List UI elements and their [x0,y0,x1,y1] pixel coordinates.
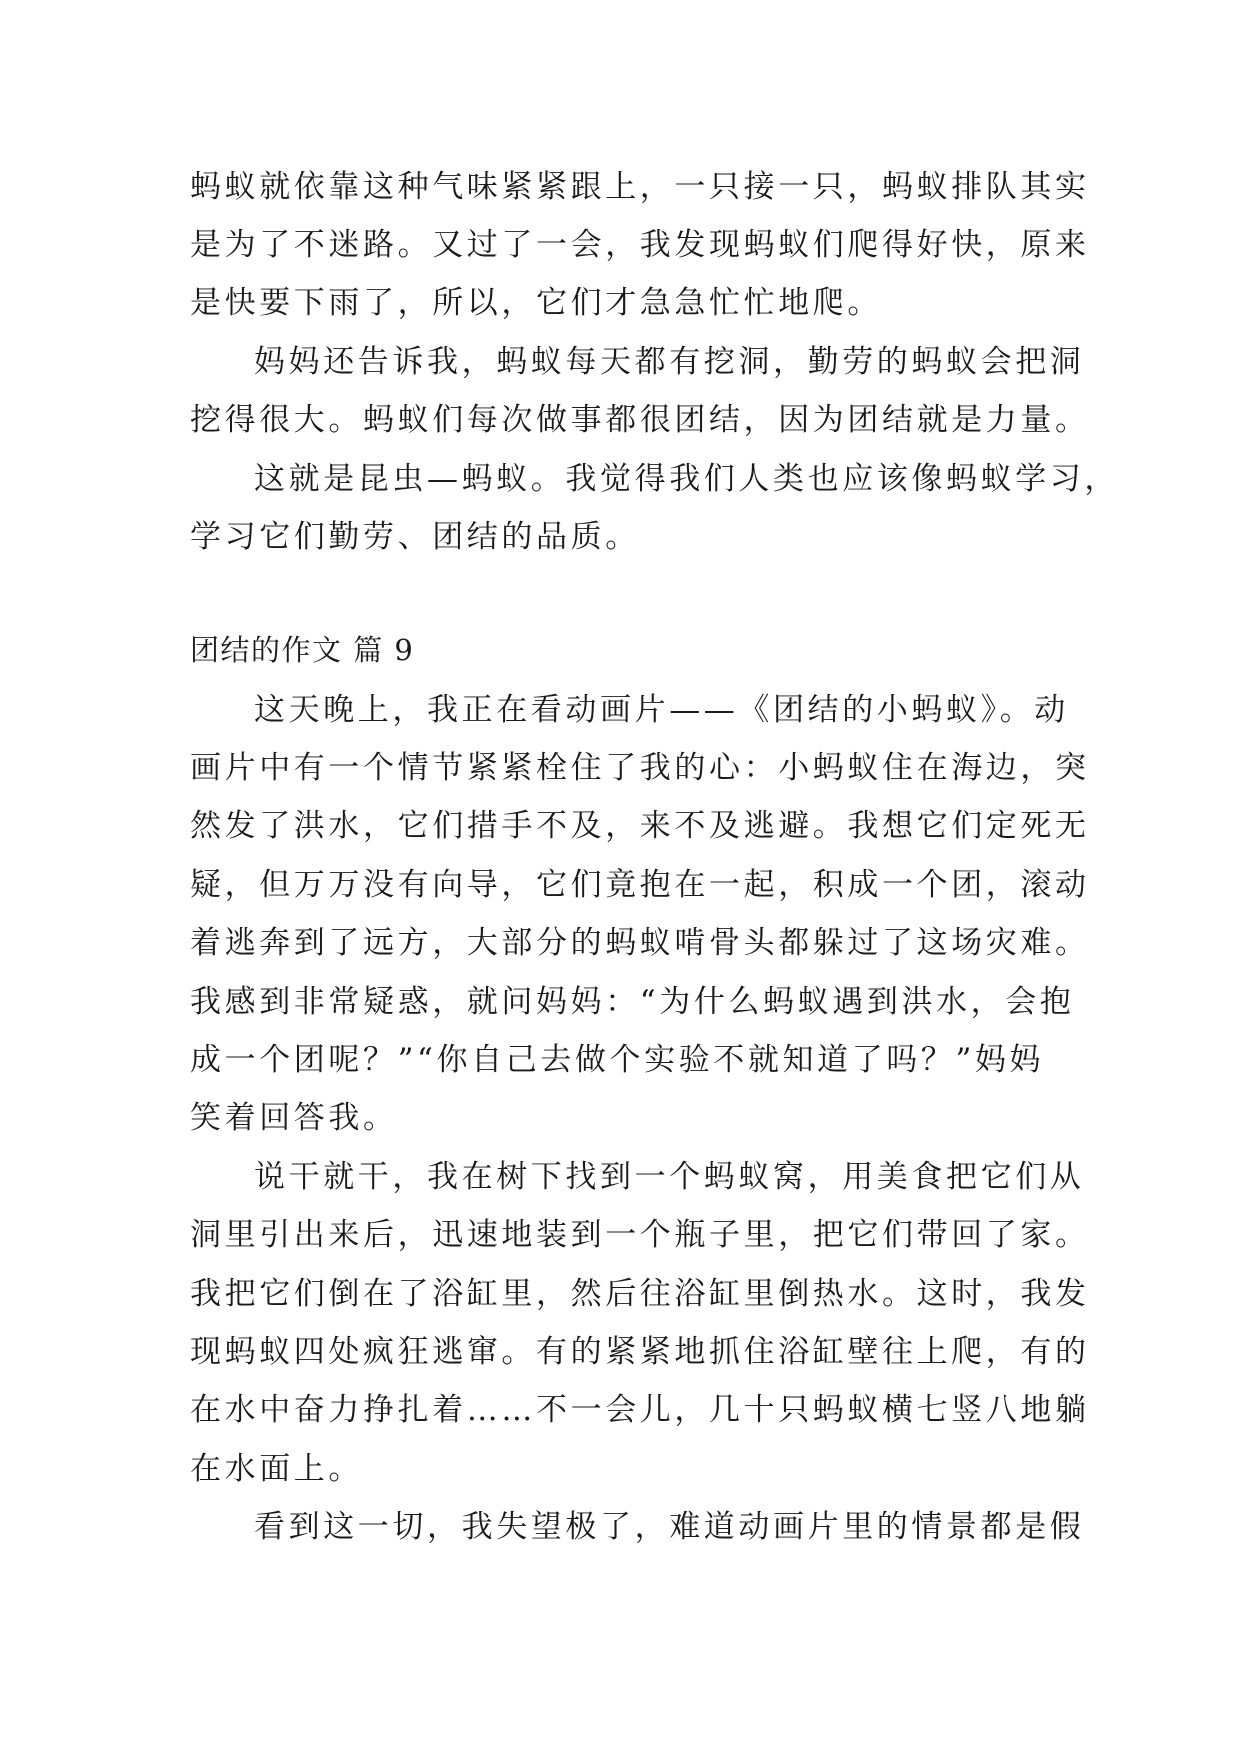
text-line: 在水中奋力挣扎着……不一会儿，几十只蚂蚁横七竖八地躺 [190,1392,1090,1428]
text-line: 是为了不迷路。又过了一会，我发现蚂蚁们爬得好快，原来 [190,227,1090,263]
text-line: 笑着回答我。 [190,1100,398,1136]
text-line: 挖得很大。蚂蚁们每次做事都很团结，因为团结就是力量。 [190,402,1090,438]
paragraph-start: 看到这一切，我失望极了，难道动画片里的情景都是假 [254,1509,1085,1545]
text-line: 着逃奔到了远方，大部分的蚂蚁啃骨头都躲过了这场灾难。 [190,925,1090,961]
text-line: 是快要下雨了，所以，它们才急急忙忙地爬。 [190,285,882,321]
paragraph-start: 说干就干，我在树下找到一个蚂蚁窝，用美食把它们从 [254,1159,1085,1195]
paragraph-start: 妈妈还告诉我，蚂蚁每天都有挖洞，勤劳的蚂蚁会把洞 [254,344,1085,380]
text-line: 学习它们勤劳、团结的品质。 [190,519,640,555]
text-line: 然发了洪水，它们措手不及，来不及逃避。我想它们定死无 [190,808,1090,844]
text-line: 蚂蚁就依靠这种气味紧紧跟上，一只接一只，蚂蚁排队其实 [190,169,1090,205]
text-line: 画片中有一个情节紧紧栓住了我的心：小蚂蚁住在海边，突 [190,750,1090,786]
text-line: 我感到非常疑惑，就问妈妈：“为什么蚂蚁遇到洪水，会抱 [190,984,1075,1020]
text-line: 我把它们倒在了浴缸里，然后往浴缸里倒热水。这时，我发 [190,1276,1090,1312]
section-heading: 团结的作文 篇 9 [190,633,415,667]
paragraph-start: 这就是昆虫—蚂蚁。我觉得我们人类也应该像蚂蚁学习， [254,461,1119,497]
text-line: 在水面上。 [190,1451,363,1487]
paragraph-start: 这天晚上，我正在看动画片——《团结的小蚂蚁》。动 [254,692,1069,728]
text-line: 成一个团呢？”“你自己去做个实验不就知道了吗？”妈妈 [190,1042,1045,1078]
text-line: 洞里引出来后，迅速地装到一个瓶子里，把它们带回了家。 [190,1217,1090,1253]
text-line: 疑，但万万没有向导，它们竟抱在一起，积成一个团，滚动 [190,867,1090,903]
text-line: 现蚂蚁四处疯狂逃窜。有的紧紧地抓住浴缸壁往上爬，有的 [190,1334,1090,1370]
